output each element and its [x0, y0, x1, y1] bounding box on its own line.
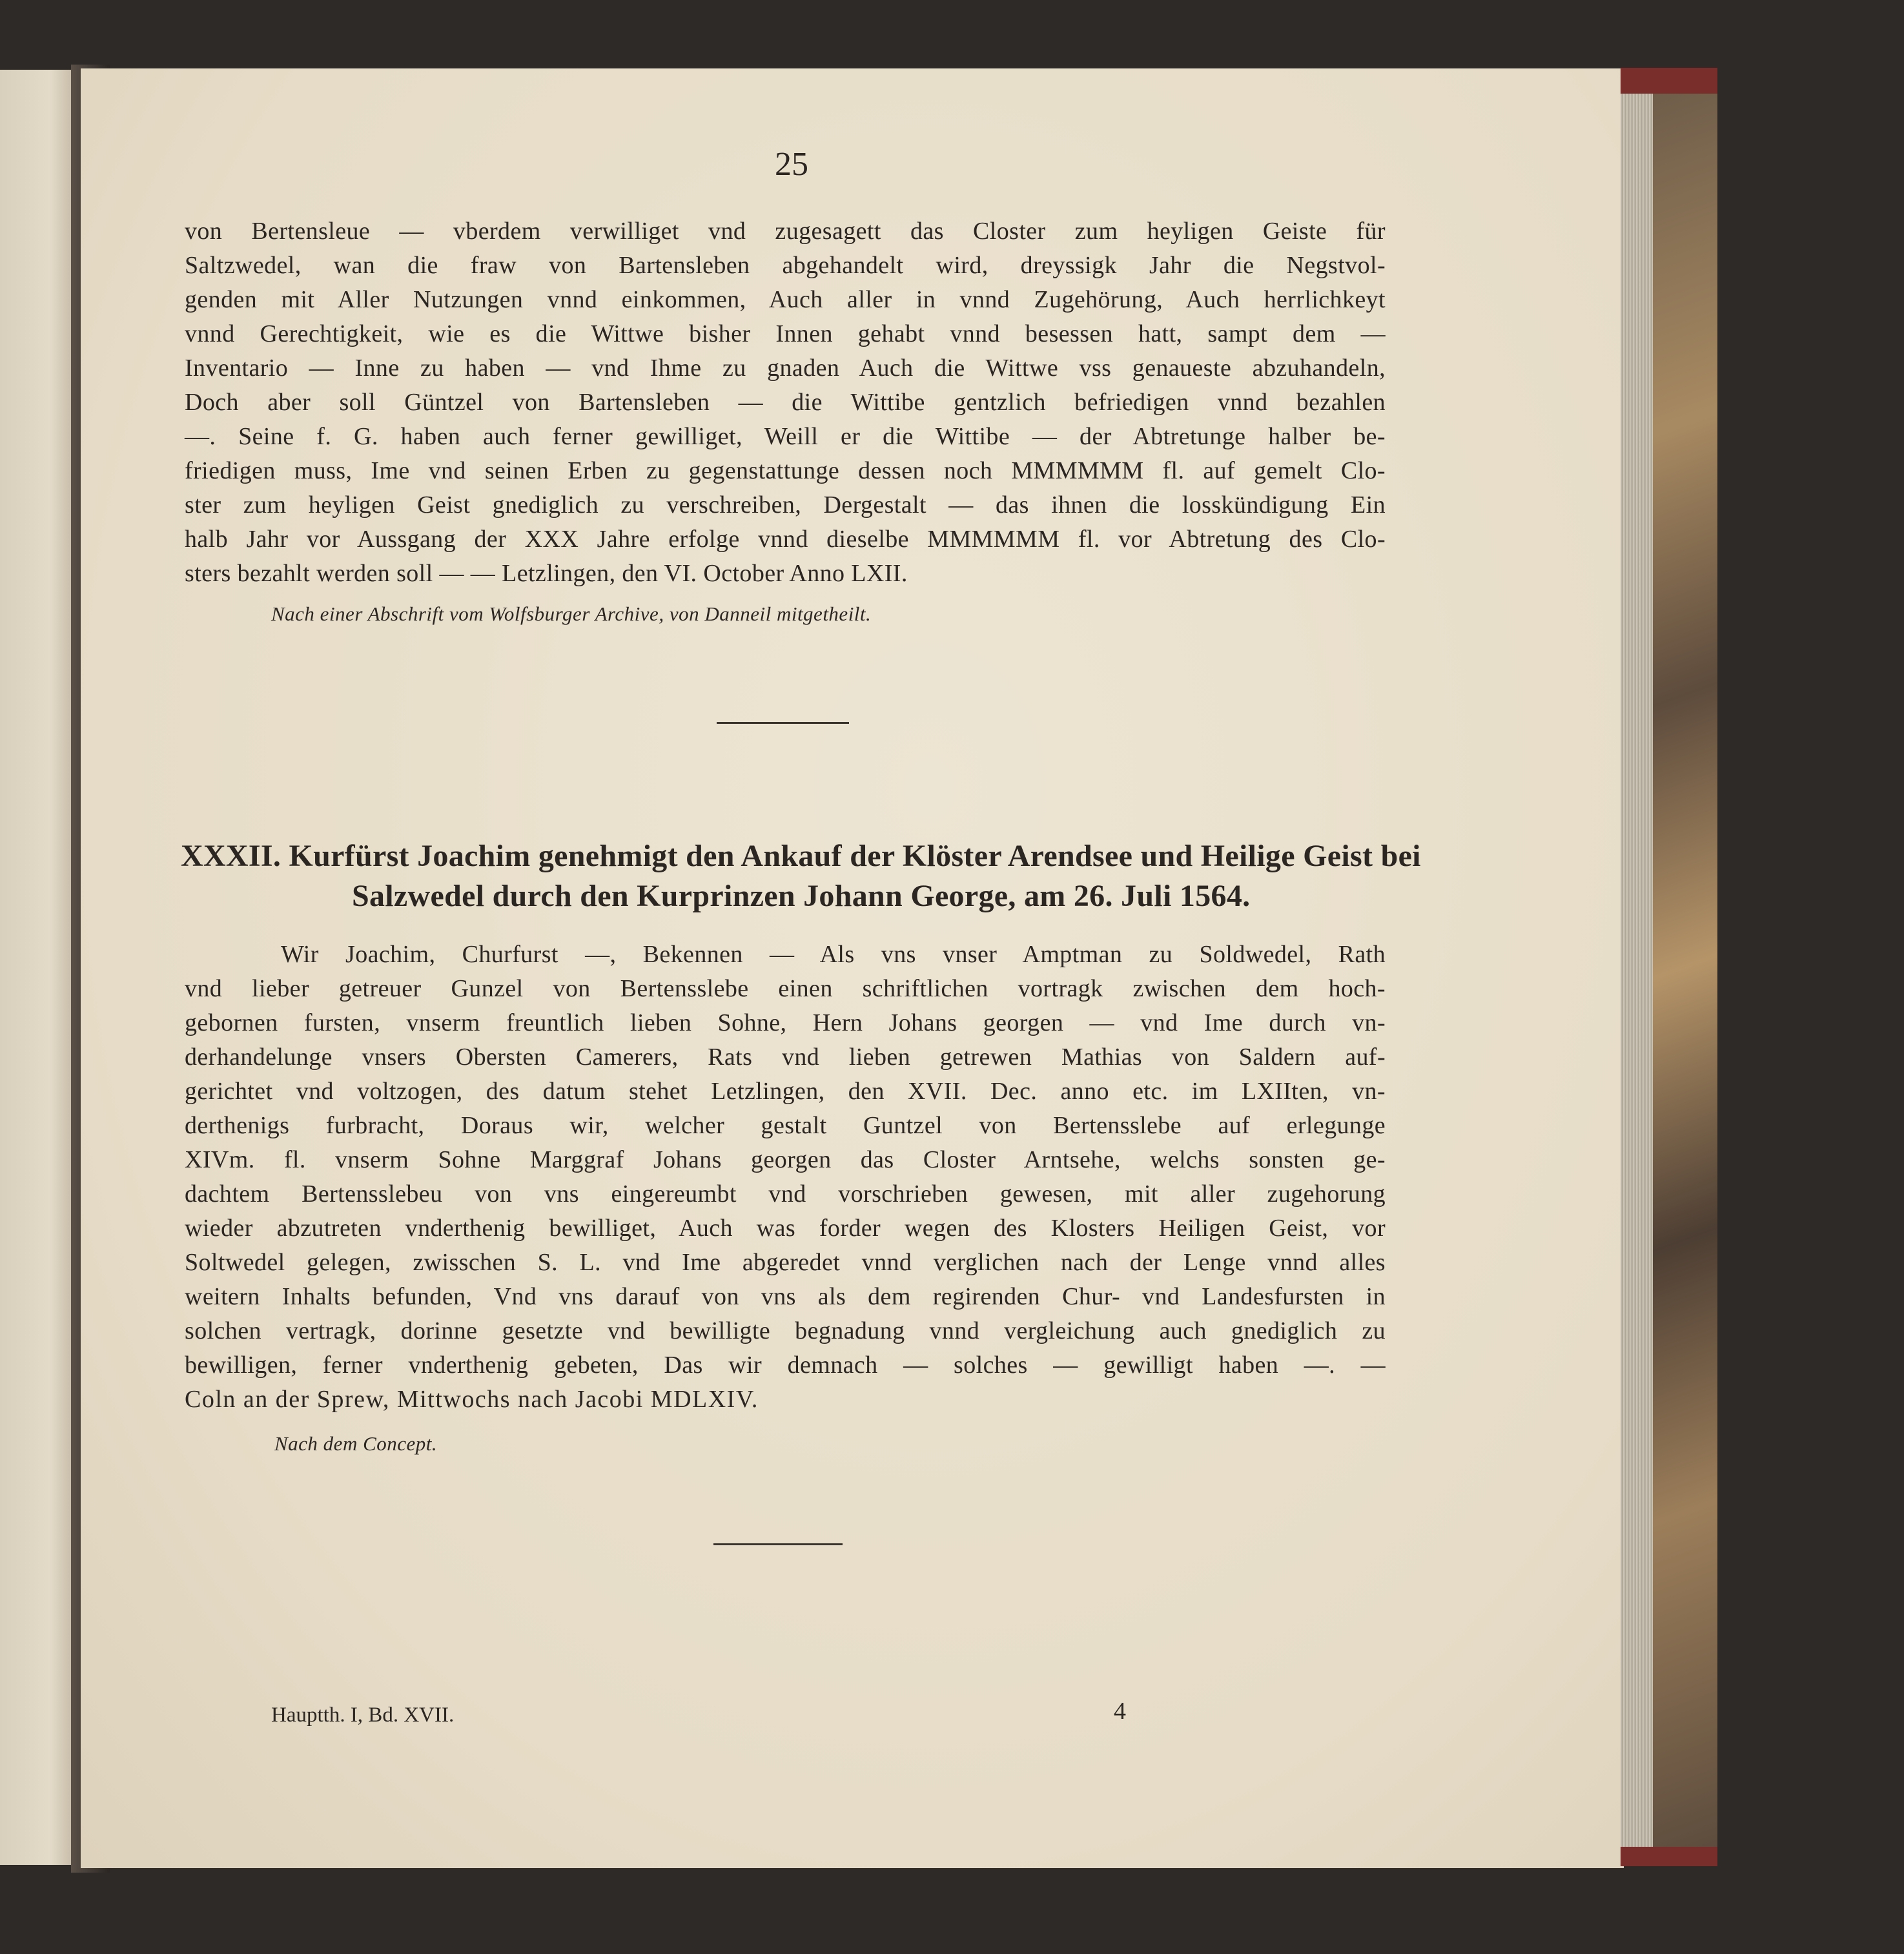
- text-line: halb Jahr vor Aussgang der XXX Jahre erfolge vnnd dieselbe MMMMMM fl. vor Abtretung des Clo-: [185, 526, 1386, 553]
- text-line: Saltzwedel, wan die fraw von Bartensleben abgehandelt wird, dreyssigk Jahr die Negstvol-: [185, 252, 1386, 279]
- text-line: ster zum heyligen Geist gnediglich zu verschreiben, Dergestalt — das ihnen die losskündigung Ein: [185, 491, 1386, 519]
- text-line: vnnd Gerechtigkeit, wie es die Wittwe bisher Innen gehabt vnnd besessen hatt, sampt dem —: [185, 320, 1386, 347]
- text-line: Doch aber soll Güntzel von Bartensleben — die Wittibe gentzlich befriedigen vnnd bezahlen: [185, 389, 1386, 416]
- text-line: bewilligen, ferner vnderthenig gebeten, Das wir demnach — solches — gewilligt haben —. —: [185, 1352, 1386, 1379]
- page-number: 25: [775, 146, 808, 183]
- page-edges: [1621, 77, 1656, 1850]
- source-note: Nach einer Abschrift vom Wolfsburger Archive, von Danneil mitgetheilt.: [271, 602, 872, 625]
- text-line: solchen vertragk, dorinne gesetzte vnd bewilligte begnadung vnnd vergleichung auch gnediglich zu: [185, 1317, 1386, 1344]
- text-line: Wir Joachim, Churfurst —, Bekennen — Als vns vnser Amptman zu Soldwedel, Rath: [281, 941, 1386, 968]
- text-line: weitern Inhalts befunden, Vnd vns darauf von vns als dem regirenden Chur- vnd Landesfursten in: [185, 1283, 1386, 1310]
- text-line: Inventario — Inne zu haben — vnd Ihme zu gnaden Auch die Wittwe vss genaueste abzuhandeln,: [185, 355, 1386, 382]
- cover-binding-bottom: [1621, 1847, 1717, 1866]
- text-line: Coln an der Sprew, Mittwochs nach Jacobi MDLXIV.: [185, 1386, 759, 1413]
- signature-mark: 4: [1114, 1698, 1126, 1725]
- section-divider: [713, 1543, 843, 1545]
- marbled-cover: [1653, 71, 1717, 1863]
- text-line: gebornen fursten, vnserm freuntlich lieben Sohne, Hern Johans georgen — vnd Ime durch vn-: [185, 1009, 1386, 1036]
- cover-binding-top: [1621, 68, 1717, 94]
- section-divider: [717, 722, 849, 724]
- text-line: vnd lieber getreuer Gunzel von Bertensslebe einen schriftlichen vortragk zwischen dem hoch-: [185, 975, 1386, 1002]
- text-line: Soltwedel gelegen, zwisschen S. L. vnd Ime abgeredet vnnd verglichen nach der Lenge vnnd alles: [185, 1249, 1386, 1276]
- text-line: —. Seine f. G. haben auch ferner gewilliget, Weill er die Wittibe — der Abtretunge halber be-: [185, 423, 1386, 450]
- text-line: genden mit Aller Nutzungen vnnd einkommen, Auch aller in vnnd Zugehörung, Auch herrlichkeyt: [185, 286, 1386, 313]
- text-line: derhandelunge vnsers Obersten Camerers, Rats vnd lieben getrewen Mathias von Saldern auf-: [185, 1044, 1386, 1071]
- section-heading: XXXII. Kurfürst Joachim genehmigt den Ankauf der Klöster Arendsee und Heilige Geist bei: [181, 839, 1421, 873]
- footer-volume: Hauptth. I, Bd. XVII.: [271, 1703, 455, 1727]
- text-line: von Bertensleue — vberdem verwilliget vnd zugesagett das Closter zum heyligen Geiste für: [185, 218, 1386, 245]
- text-line: XIVm. fl. vnserm Sohne Marggraf Johans georgen das Closter Arntsehe, welchs sonsten ge-: [185, 1146, 1386, 1173]
- text-line: gerichtet vnd voltzogen, des datum stehet Letzlingen, den XVII. Dec. anno etc. im LXIIten, vn-: [185, 1078, 1386, 1105]
- text-line: derthenigs furbracht, Doraus wir, welcher gestalt Guntzel von Bertensslebe auf erlegunge: [185, 1112, 1386, 1139]
- text-line: wieder abzutreten vnderthenig bewilliget, Auch was forder wegen des Klosters Heiligen Geist, vor: [185, 1215, 1386, 1242]
- section-heading: Salzwedel durch den Kurprinzen Johann George, am 26. Juli 1564.: [352, 879, 1251, 913]
- text-line: sters bezahlt werden soll — — Letzlingen, den VI. October Anno LXII.: [185, 560, 908, 587]
- text-line: dachtem Bertensslebeu von vns eingereumbt vnd vorschrieben gewesen, mit aller zugehorung: [185, 1180, 1386, 1208]
- text-line: friedigen muss, Ime vnd seinen Erben zu gegenstattunge dessen noch MMMMMM fl. auf gemelt Clo-: [185, 457, 1386, 484]
- source-note: Nach dem Concept.: [274, 1432, 438, 1455]
